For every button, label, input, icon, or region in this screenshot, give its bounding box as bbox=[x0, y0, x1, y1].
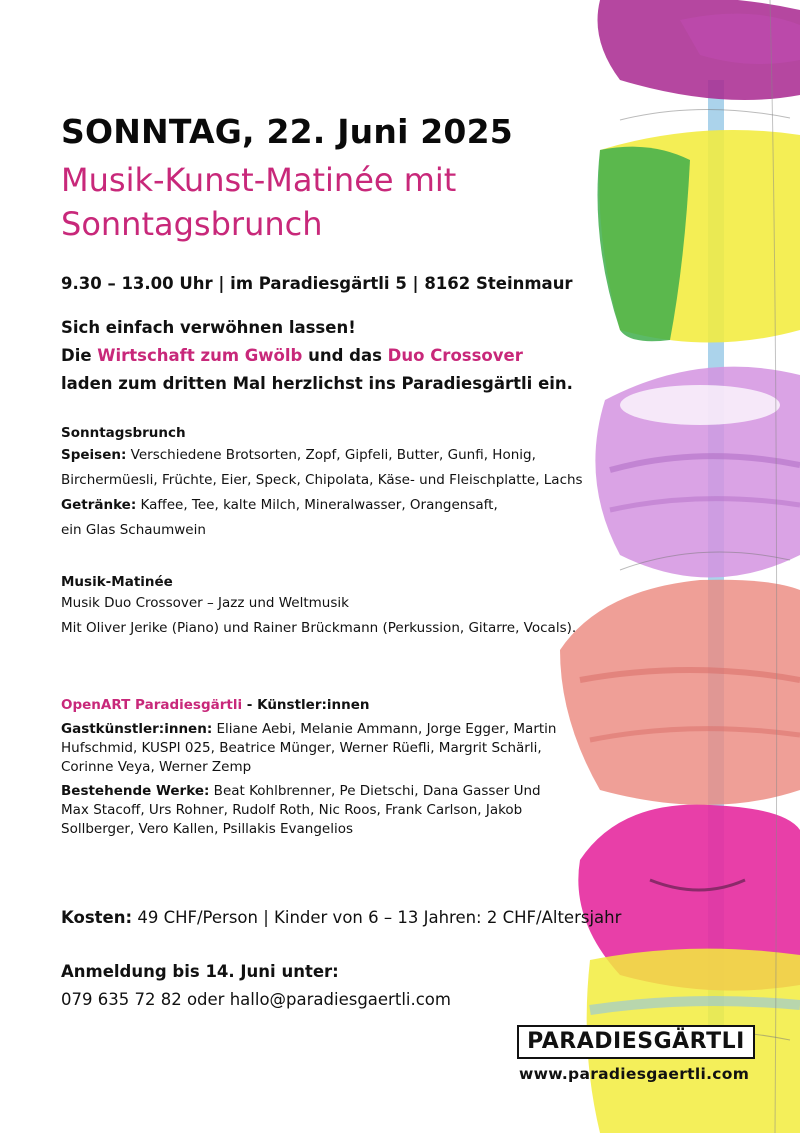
works-text: Beat Kohlbrenner, Pe Dietschi, Dana Gasser Und Max Stacoff, Urs Rohner, Rudolf Roth, Nic Roos, Frank Carlson, Jakob Sollberger, Vero Kallen, Psillakis Evangelios bbox=[61, 783, 541, 837]
cost-text: 49 CHF/Person | Kinder von 6 – 13 Jahren: 2 CHF/Altersjahr bbox=[132, 908, 622, 927]
food-line-2: Birchermüesli, Früchte, Eier, Speck, Chipolata, Käse- und Fleischplatte, Lachs bbox=[61, 472, 583, 488]
website-link[interactable]: www.paradiesgaertli.com bbox=[519, 1065, 750, 1083]
cost-line bbox=[61, 908, 621, 927]
registration-heading: Anmeldung bis 14. Juni unter: bbox=[61, 962, 339, 981]
cost-label: Kosten: bbox=[61, 908, 133, 927]
watercolor-artwork bbox=[560, 0, 800, 1133]
brunch-heading: Sonntagsbrunch bbox=[61, 425, 186, 441]
drinks-text: Kaffee, Tee, kalte Milch, Mineralwasser, Orangensaft, bbox=[136, 497, 498, 513]
paradiesgaertli-logo: PARADIESGÄRTLI bbox=[517, 1025, 755, 1059]
guest-text: Eliane Aebi, Melanie Ammann, Jorge Egger, Martin Hufschmid, KUSPI 025, Beatrice Münger, Werner Rüefli, Margrit Schärli, Corinne Veya, Werner Zemp bbox=[61, 721, 557, 775]
food-text: Verschiedene Brotsorten, Zopf, Gipfeli, Butter, Gunfi, Honig, bbox=[126, 447, 536, 463]
intro bbox=[61, 314, 573, 398]
registration-contact[interactable]: 079 635 72 82 oder hallo@paradiesgaertli.com bbox=[61, 990, 451, 1009]
music-line-1: Musik Duo Crossover – Jazz und Weltmusik bbox=[61, 595, 349, 611]
host-duo: Duo Crossover bbox=[387, 346, 523, 365]
drinks-line-1 bbox=[61, 493, 583, 518]
works-label: Bestehende Werke: bbox=[61, 783, 210, 799]
art-section bbox=[61, 697, 561, 839]
time-location: 9.30 – 13.00 Uhr | im Paradiesgärtli 5 | 8162 Steinmaur bbox=[61, 274, 573, 293]
host-wirtschaft: Wirtschaft zum Gwölb bbox=[97, 346, 303, 365]
drinks-label: Getränke: bbox=[61, 497, 137, 513]
art-heading bbox=[61, 697, 561, 713]
intro-mid: und das bbox=[302, 346, 388, 365]
brunch-section bbox=[61, 425, 583, 543]
intro-line-3: laden zum dritten Mal herzlichst ins Paradiesgärtli ein. bbox=[61, 374, 573, 393]
music-section bbox=[61, 574, 576, 641]
intro-prefix: Die bbox=[61, 346, 98, 365]
drinks-line-2: ein Glas Schaumwein bbox=[61, 522, 206, 538]
art-heading-pink: OpenART Paradiesgärtli bbox=[61, 697, 243, 713]
music-heading: Musik-Matinée bbox=[61, 574, 173, 590]
intro-line-2 bbox=[61, 342, 573, 370]
event-title: Musik-Kunst-Matinée mit Sonntagsbrunch bbox=[61, 161, 457, 243]
guest-artists bbox=[61, 720, 561, 777]
music-line-2: Mit Oliver Jerike (Piano) und Rainer Brückmann (Perkussion, Gitarre, Vocals). bbox=[61, 620, 577, 636]
food-label: Speisen: bbox=[61, 447, 127, 463]
intro-line-1: Sich einfach verwöhnen lassen! bbox=[61, 318, 356, 337]
event-date: SONNTAG, 22. Juni 2025 bbox=[61, 112, 513, 151]
art-heading-rest: - Künstler:innen bbox=[242, 697, 370, 713]
food-line-1 bbox=[61, 443, 583, 468]
existing-works bbox=[61, 782, 561, 839]
guest-label: Gastkünstler:innen: bbox=[61, 721, 213, 737]
